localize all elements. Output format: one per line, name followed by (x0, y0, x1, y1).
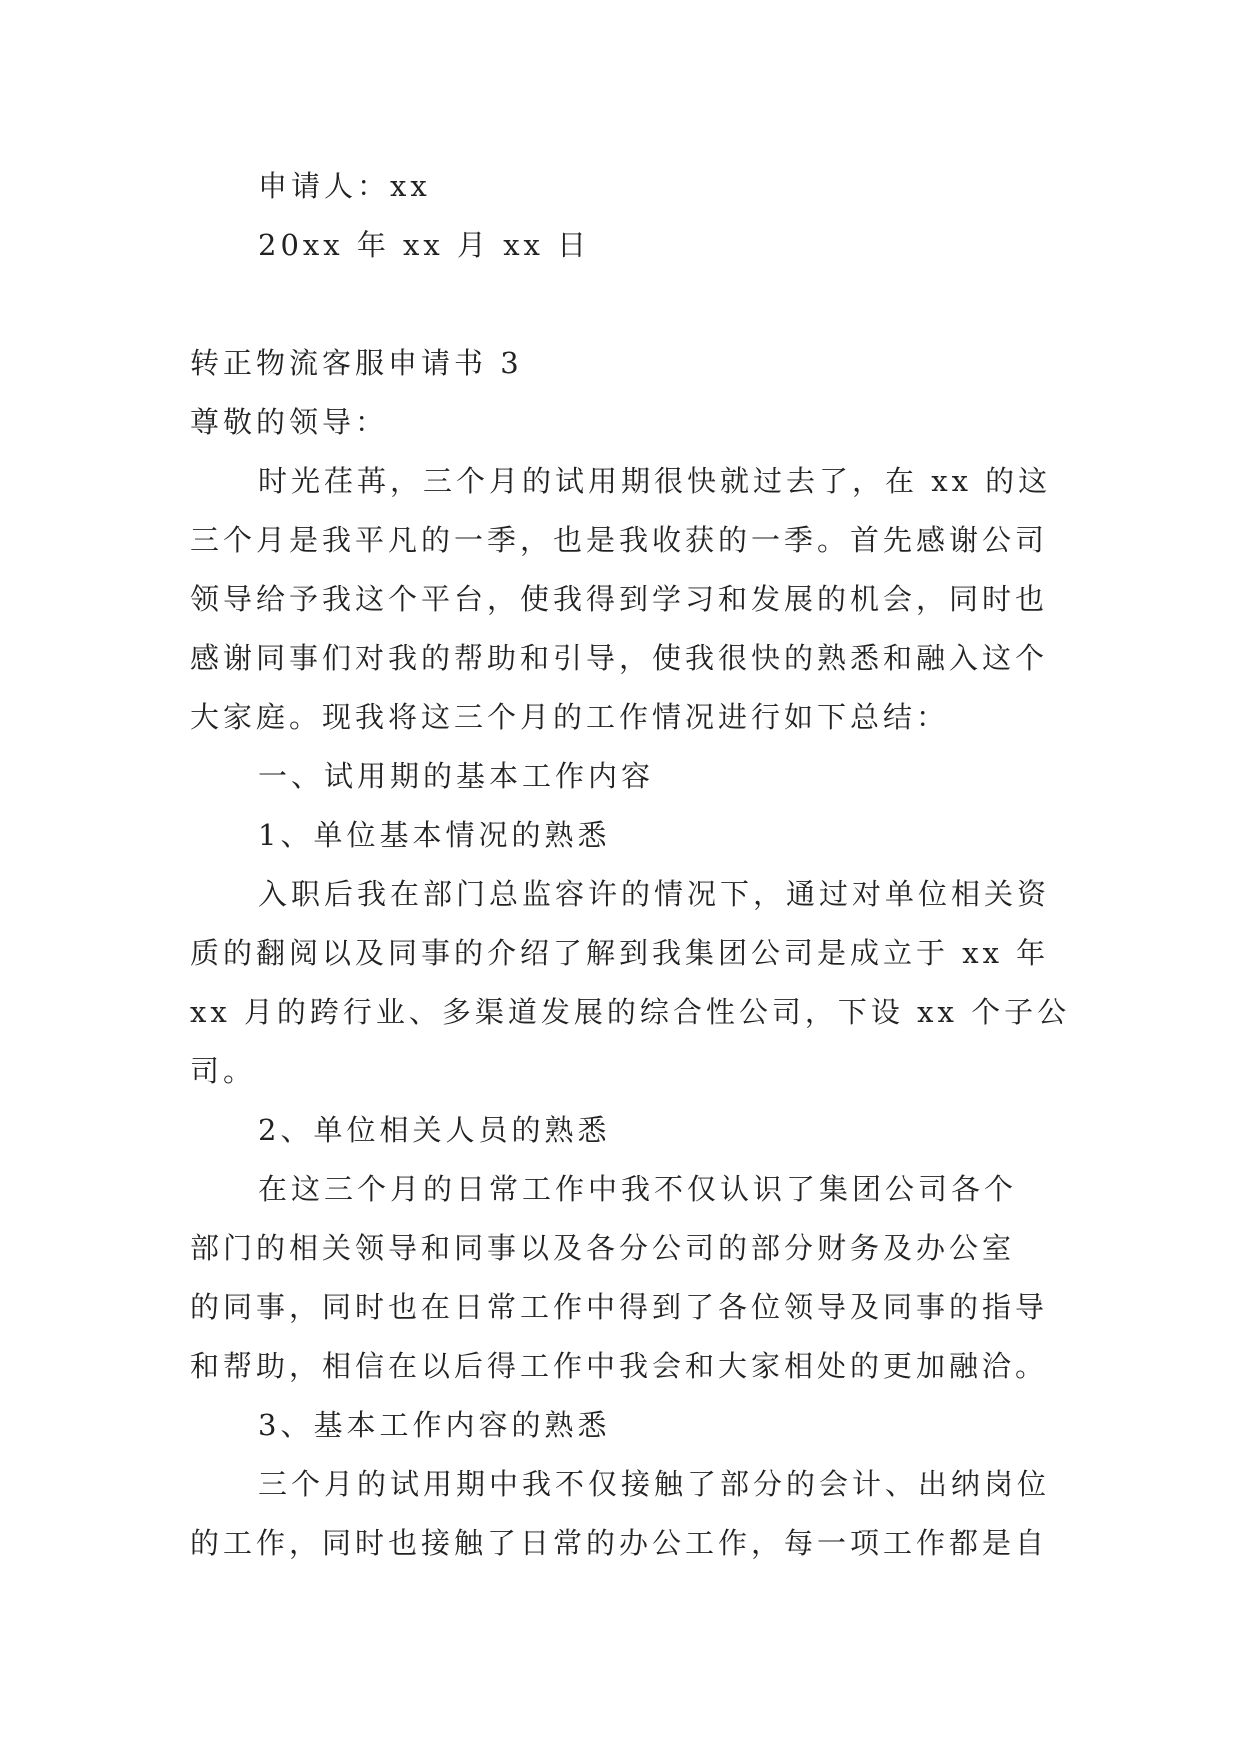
paragraph-line: 领导给予我这个平台，使我得到学习和发展的机会，同时也 (190, 582, 1049, 616)
paragraph-line: 三个月的试用期中我不仅接触了部分的会计、出纳岗位 (258, 1467, 1051, 1501)
salutation: 尊敬的领导： (190, 405, 389, 439)
applicant-line: 申请人：xx (258, 169, 431, 203)
date-line: 20xx 年 xx 月 xx 日 (258, 228, 591, 262)
paragraph-line: 三个月是我平凡的一季，也是我收获的一季。首先感谢公司 (190, 523, 1049, 557)
paragraph-line: 质的翻阅以及同事的介绍了解到我集团公司是成立于 xx 年 (190, 936, 1050, 970)
heading-line: 2、单位相关人员的熟悉 (258, 1113, 611, 1147)
paragraph-line: 部门的相关领导和同事以及各分公司的部分财务及办公室 (190, 1231, 1016, 1265)
paragraph-line: 的同事，同时也在日常工作中得到了各位领导及同事的指导 (190, 1290, 1049, 1324)
heading-line: 3、基本工作内容的熟悉 (258, 1408, 611, 1442)
heading-line: 1、单位基本情况的熟悉 (258, 818, 611, 852)
section-title: 转正物流客服申请书 3 (190, 346, 523, 380)
paragraph-line: 入职后我在部门总监容许的情况下，通过对单位相关资 (258, 877, 1051, 911)
paragraph-line: 感谢同事们对我的帮助和引导，使我很快的熟悉和融入这个 (190, 641, 1049, 675)
paragraph-line: 大家庭。现我将这三个月的工作情况进行如下总结： (190, 700, 950, 734)
paragraph-line: 的工作，同时也接触了日常的办公工作，每一项工作都是自 (190, 1526, 1049, 1560)
paragraph-line: 和帮助，相信在以后得工作中我会和大家相处的更加融洽。 (190, 1349, 1049, 1383)
heading-line: 一、试用期的基本工作内容 (258, 759, 655, 793)
paragraph-line: xx 月的跨行业、多渠道发展的综合性公司，下设 xx 个子公 (190, 995, 1071, 1029)
paragraph-line: 司。 (190, 1054, 257, 1088)
paragraph-line: 在这三个月的日常工作中我不仅认识了集团公司各个 (258, 1172, 1018, 1206)
paragraph-line: 时光荏苒，三个月的试用期很快就过去了，在 xx 的这 (258, 464, 1052, 498)
